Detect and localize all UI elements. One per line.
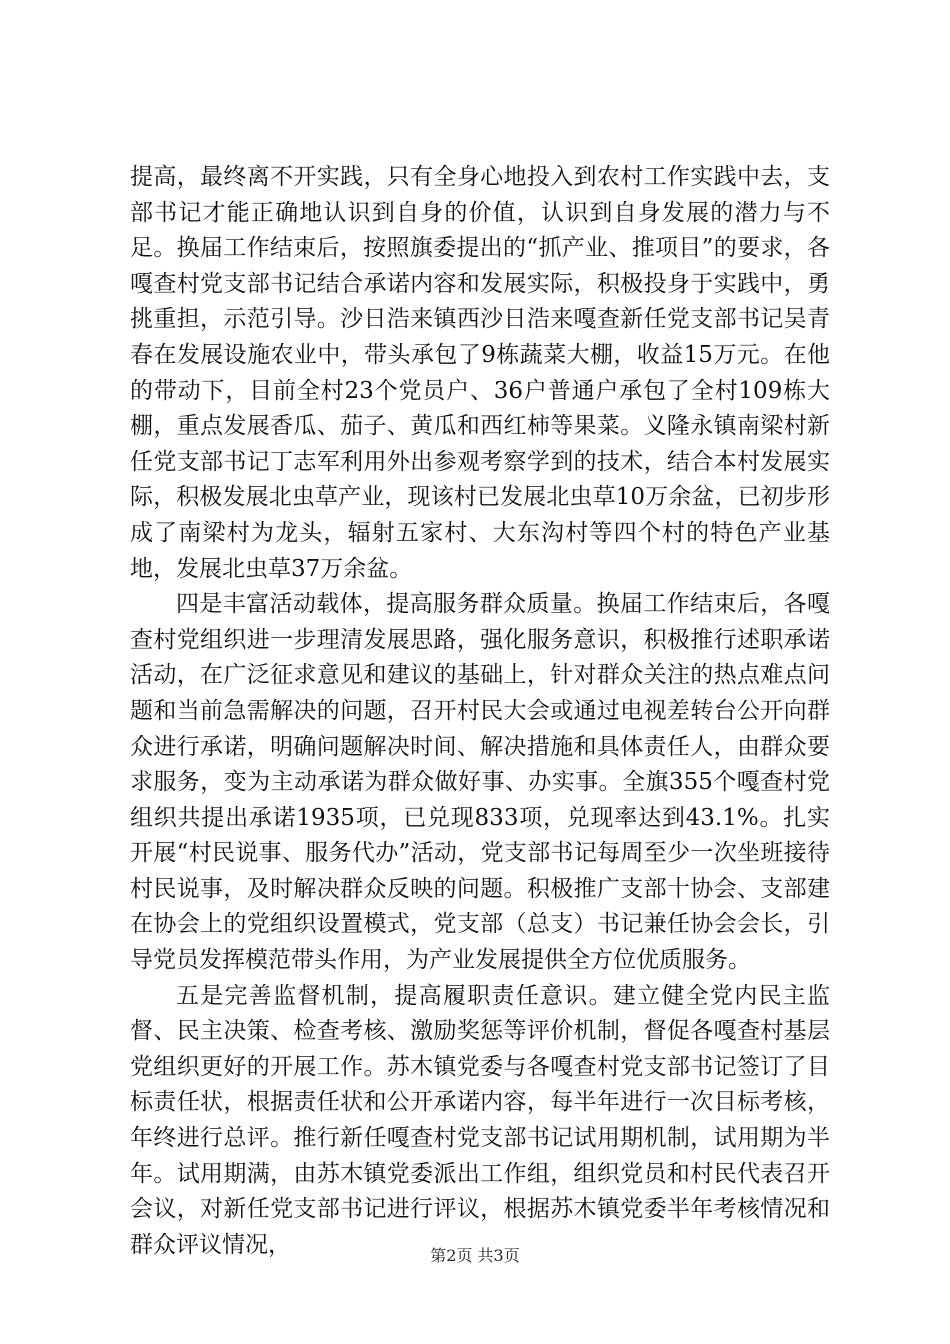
page-number: 第2页 共3页 bbox=[430, 1246, 520, 1265]
paragraph-3: 五是完善监督机制，提高履职责任意识。建立健全党内民主监督、民主决策、检查考核、激励奖惩等评价机制，督促各嘎查村基层党组织更好的开展工作。苏木镇党委与各嘎查村党支部书记签订了目标责任状，根据责任状和公开承诺内容，每半年进行一次目标考核，年终进行总评。推行新任嘎查村党支部书记试用期机制，试用期为半年。试用期满，由苏木镇党委派出工作组，组织党员和村民代表召开会议，对新任党支部书记进行评议，根据苏木镇党委半年考核情况和群众评议情况， bbox=[130, 982, 830, 1258]
paragraph-1: 提高，最终离不开实践，只有全身心地投入到农村工作实践中去，支部书记才能正确地认识到自身的价值，认识到自身发展的潜力与不足。换届工作结束后，按照旗委提出的“抓产业、推项目”的要求，各嘎查村党支部书记结合承诺内容和发展实际，积极投身于实践中，勇挑重担，示范引导。沙日浩来镇西沙日浩来嘎查新任党支部书记吴青春在发展设施农业中，带头承包了9栋蔬菜大棚，收益15万元。在他的带动下，目前全村23个党员户、36户普通户承包了全村109栋大棚，重点发展香瓜、茄子、黄瓜和西红柿等果菜。义隆永镇南梁村新任党支部书记丁志军利用外出参观考察学到的技术，结合本村发展实际，积极发展北虫草产业，现该村已发展北虫草10万余盆，已初步形成了南梁村为龙头，辐射五家村、大东沟村等四个村的特色产业基地，发展北虫草37万余盆。 bbox=[130, 164, 830, 582]
paragraph-2: 四是丰富活动载体，提高服务群众质量。换届工作结束后，各嘎查村党组织进一步理清发展思路，强化服务意识，积极推行述职承诺活动，在广泛征求意见和建议的基础上，针对群众关注的热点难点问题和当前急需解决的问题，召开村民大会或通过电视差转台公开向群众进行承诺，明确问题解决时间、解决措施和具体责任人，由群众要求服务，变为主动承诺为群众做好事、办实事。全旗355个嘎查村党组织共提出承诺1935项，已兑现833项，兑现率达到43.1%。扎实开展“村民说事、服务代办”活动，党支部书记每周至少一次坐班接待村民说事，及时解决群众反映的问题。积极推广支部十协会、支部建在协会上的党组织设置模式，党支部（总支）书记兼任协会会长，引导党员发挥模范带头作用，为产业发展提供全方位优质服务。 bbox=[130, 591, 830, 974]
document-body bbox=[130, 160, 830, 1263]
